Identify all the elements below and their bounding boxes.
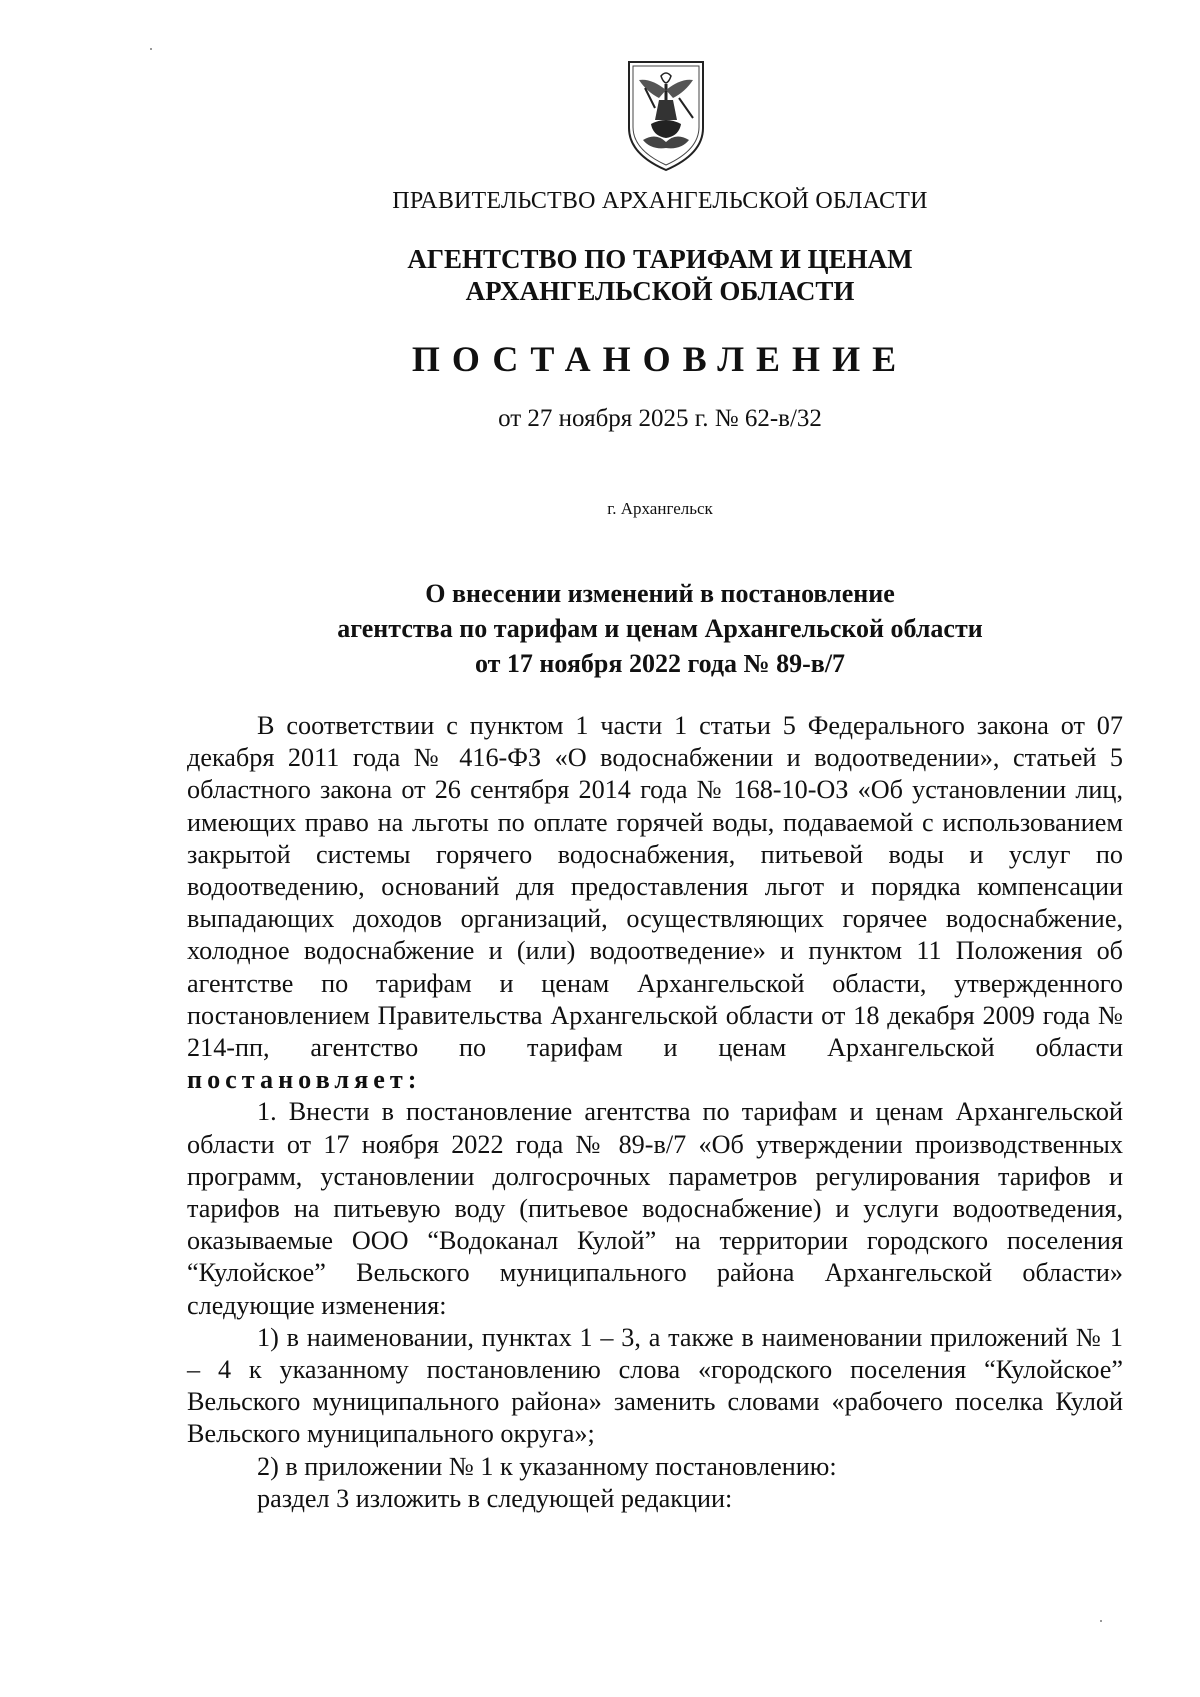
preamble-paragraph — [187, 710, 1123, 1096]
item-1-paragraph: 1. Внести в постановление агентства по тарифам и ценам Архангельской области от 17 ноября 2022 года № 89-в/7 «Об утверждении производственных программ, установлении долгосрочных параметров регулирования тарифов и тарифов на питьевую воду (питьевое водоснабжение) и услуги водоотведения, оказываемые ООО “Водоканал Кулой” на территории городского поселения “Кулойское” Вельского муниципального района Архангельской области» следующие изменения: — [187, 1097, 1123, 1320]
scan-speck — [1100, 1620, 1102, 1622]
agency-name-line1: АГЕНТСТВО ПО ТАРИФАМ И ЦЕНАМ — [407, 244, 913, 274]
item-1-2a-paragraph: раздел 3 изложить в следующей редакции: — [257, 1483, 733, 1513]
scan-speck — [150, 48, 152, 50]
document-date-number: от 27 ноября 2025 г. № 62-в/32 — [498, 405, 822, 432]
agency-name-line2: АРХАНГЕЛЬСКОЙ ОБЛАСТИ — [465, 276, 855, 306]
subject-line-3: от 17 ноября 2022 года № 89-в/7 — [474, 649, 846, 678]
government-title: ПРАВИТЕЛЬСТВО АРХАНГЕЛЬСКОЙ ОБЛАСТИ — [392, 188, 928, 214]
decree-word: постановляет: — [187, 1065, 422, 1095]
item-1-2-paragraph: 2) в приложении № 1 к указанному постановлению: — [257, 1451, 837, 1481]
document-city: г. Архангельск — [607, 499, 713, 518]
subject-line-2: агентства по тарифам и ценам Архангельской области — [337, 614, 983, 643]
coat-of-arms-icon — [621, 58, 711, 174]
item-1-1-paragraph: 1) в наименовании, пунктах 1 – 3, а также в наименовании приложений № 1 – 4 к указанному постановлению слова «городского поселения “Кулойское” Вельского муниципального района» заменить словами «рабочего поселка Кулой Вельского муниципального округа»; — [187, 1322, 1123, 1449]
preamble-text: В соответствии с пунктом 1 части 1 статьи 5 Федерального закона от 07 декабря 2011 года № 416-ФЗ «О водоснабжении и водоотведении», статьей 5 областного закона от 26 сентября 2014 года № 168-10-ОЗ «Об установлении лиц, имеющих право на льготы по оплате горячей воды, подаваемой с использованием закрытой системы горячего водоснабжения, питьевой воды и услуг по водоотведению, оснований для предоставления льгот и порядка компенсации выпадающих доходов организаций, осуществляющих горячее водоснабжение, холодное водоснабжение и (или) водоотведение» и пунктом 11 Положения об агентстве по тарифам и ценам Архангельской области, утвержденного постановлением Правительства Архангельской области от 18 декабря 2009 года № 214-пп, агентство по тарифам и ценам Архангельской области — [187, 711, 1123, 1063]
document-body — [187, 710, 1123, 1515]
subject-line-1: О внесении изменений в постановление — [425, 579, 895, 608]
document-type: ПОСТАНОВЛЕНИЕ — [411, 339, 909, 379]
